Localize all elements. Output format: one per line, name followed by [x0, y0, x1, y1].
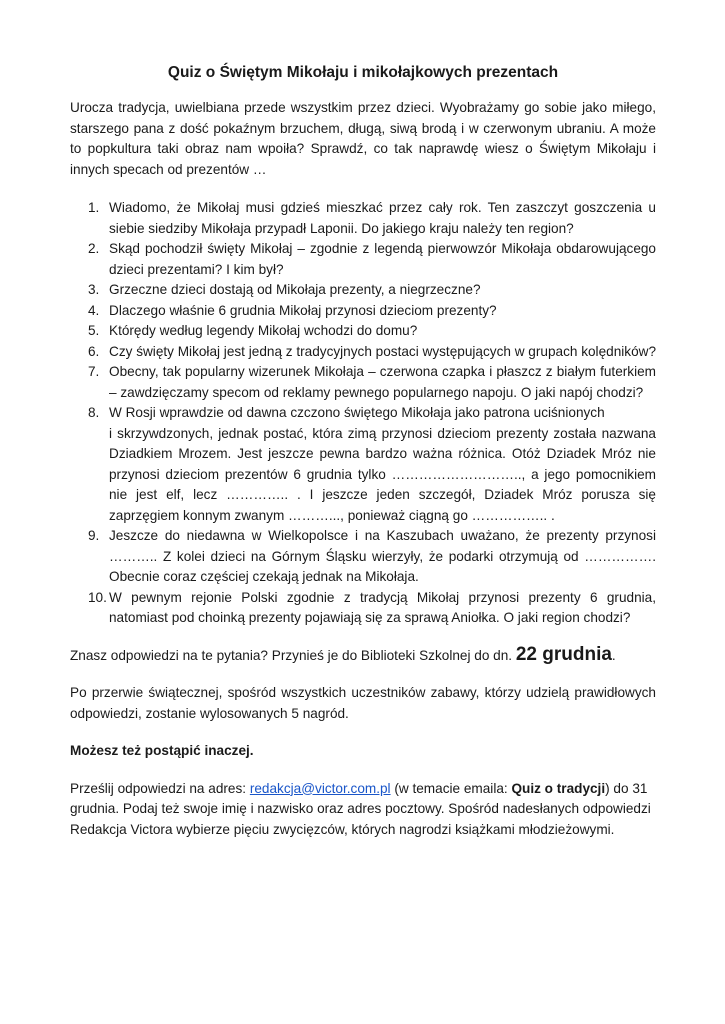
question-text: Wiadomo, że Mikołaj musi gdzieś mieszkać przez cały rok. Ten zaszczyt goszczenia u siebie siedziby Mikołaja przypadł Laponii. Do jakiego kraju należy ten region?	[109, 200, 656, 236]
deadline-text: Znasz odpowiedzi na te pytania? Przynieś je do Biblioteki Szkolnej do dn.	[70, 647, 516, 663]
email-paragraph	[70, 779, 656, 841]
question-number: 2.	[88, 241, 100, 256]
question-number: 1.	[88, 200, 100, 215]
email-middle: (w temacie emaila:	[390, 780, 512, 796]
question-item	[70, 588, 656, 629]
email-prefix: Prześlij odpowiedzi na adres:	[70, 780, 250, 796]
questions-list	[70, 198, 656, 629]
question-text: Obecny, tak popularny wizerunek Mikołaja – czerwona czapka i płaszcz z białym futerkiem – zawdzięczamy specom od reklamy pewnego popularnego napoju. O jaki napój chodzi?	[109, 364, 656, 400]
alternative-heading: Możesz też postąpić inaczej.	[70, 743, 254, 758]
question-text: Którędy według legendy Mikołaj wchodzi do domu?	[109, 323, 418, 338]
prizes-paragraph: Po przerwie świątecznej, spośród wszystkich uczestników zabawy, którzy udzielą prawidłowych odpowiedzi, zostanie wylosowanych 5 nagród.	[70, 685, 656, 721]
email-link[interactable]: redakcja@victor.com.pl	[249, 780, 391, 796]
question-item	[70, 321, 656, 342]
document-page	[70, 62, 656, 840]
question-text: W pewnym rejonie Polski zgodnie z tradycją Mikołaj przynosi prezenty 6 grudnia, natomiast pod choinką prezenty pojawiają się za sprawą Aniołka. O jaki region chodzi?	[109, 589, 656, 625]
question-number: 6.	[88, 343, 100, 359]
question-text-line1: W Rosji wprawdzie od dawna czczono świętego Mikołaja jako patrona uciśnionych	[109, 405, 605, 420]
deadline-date: 22 grudnia	[515, 643, 612, 665]
question-number: 4.	[88, 302, 100, 318]
page-title: Quiz o Świętym Mikołaju i mikołajkowych prezentach	[167, 64, 559, 81]
question-item	[70, 301, 656, 322]
question-text: Czy święty Mikołaj jest jedną z tradycyjnych postaci występujących w grupach kolędników?	[109, 343, 657, 359]
question-item	[70, 239, 656, 280]
question-number: 7.	[88, 364, 100, 379]
question-text: Skąd pochodził święty Mikołaj – zgodnie z legendą pierwowzór Mikołaja obdarowującego dzieci prezentami? I kim był?	[109, 241, 656, 277]
deadline-suffix: .	[611, 647, 616, 663]
question-number: 9.	[88, 528, 100, 543]
question-text: Grzeczne dzieci dostają od Mikołaja prezenty, a niegrzeczne?	[109, 282, 481, 297]
intro-paragraph: Urocza tradycja, uwielbiana przede wszystkim przez dzieci. Wyobrażamy go sobie jako miłego, starszego pana z dość pokaźnym brzuchem, długą, siwą brodą i w czerwonym ubraniu. A może to popkultura taki obraz nam wpoiła? Sprawdź, co tak naprawdę wiesz o Świętym Mikołaju i innych specach od prezentów …	[70, 100, 656, 177]
question-item	[70, 526, 656, 588]
question-number: 10.	[88, 589, 107, 605]
question-item	[70, 403, 656, 526]
question-item	[70, 362, 656, 403]
question-text-line2: i skrzywdzonych, jednak postać, która zimą przynosi dzieciom prezenty została nazwana Dziadkiem Mrozem. Jest jeszcze pewna bardzo ważna różnica. Otóż Dziadek Mróz nie przynosi dzieciom prezentów 6 grudnia tylko ……………………….., a jego pomocnikiem nie jest elf, lecz ………….. . I jeszcze jeden szczegół, Dziadek Mróz porusza się zaprzęgiem konnym zwanym ………..., ponieważ ciągną go …………….. .	[109, 425, 656, 523]
email-suffix: ) do 31 grudnia. Podaj też swoje imię i nazwisko oraz adres pocztowy. Spośród nadesłanych odpowiedzi Redakcja Victora wybierze pięciu zwycięzców, których nagrodzi książkami młodzieżowymi.	[70, 780, 651, 837]
question-number: 5.	[88, 323, 100, 338]
question-item	[70, 198, 656, 239]
email-subject: Quiz o tradycji	[511, 780, 606, 796]
question-text: Jeszcze do niedawna w Wielkopolsce i na Kaszubach uważano, że prezenty przynosi ……….. Z kolei dzieci na Górnym Śląsku wierzyły, że podarki otrzymują od ……………. Obecnie coraz częściej czekają jednak na Mikołaja.	[109, 528, 656, 584]
deadline-paragraph	[70, 645, 656, 667]
question-text: Dlaczego właśnie 6 grudnia Mikołaj przynosi dzieciom prezenty?	[109, 302, 497, 318]
question-item	[70, 280, 656, 301]
question-item	[70, 342, 656, 363]
question-number: 3.	[88, 282, 100, 297]
question-number: 8.	[88, 405, 100, 420]
